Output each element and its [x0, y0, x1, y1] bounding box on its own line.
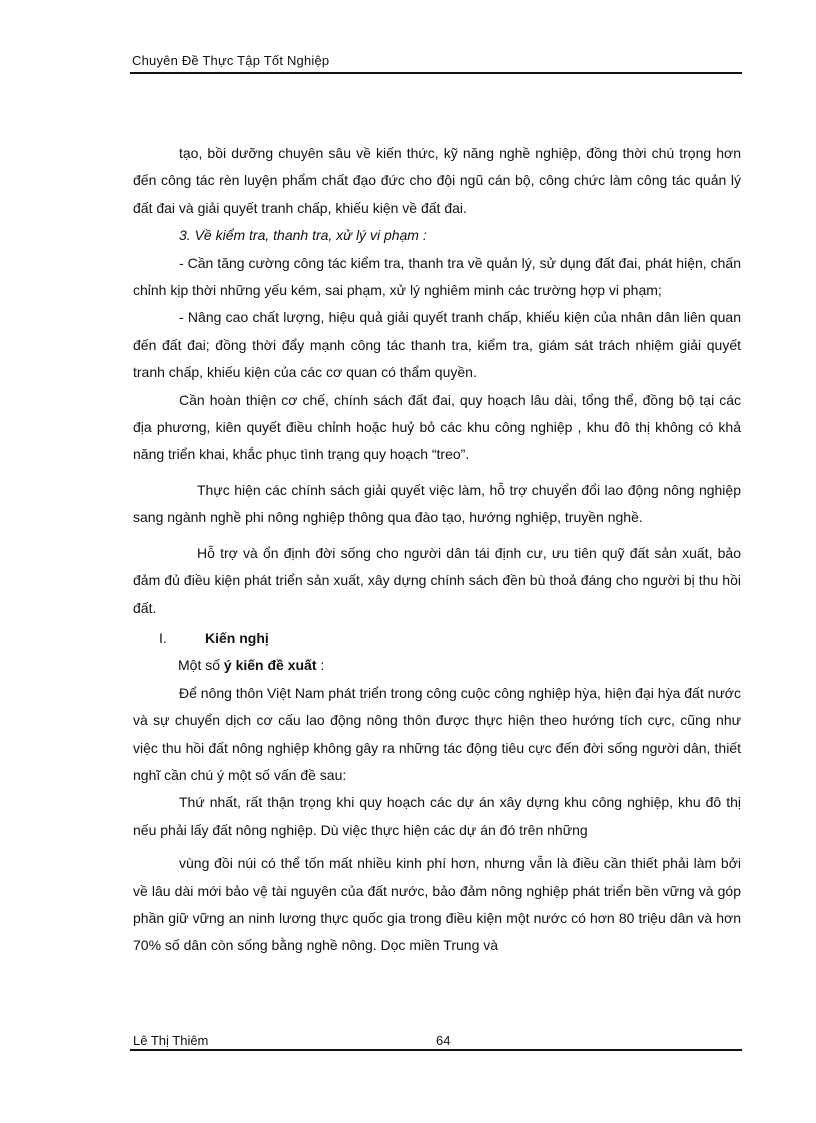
header-title: Chuyên Đề Thực Tập Tốt Nghiệp: [132, 53, 330, 68]
paragraph-inspection: - Cần tăng cường công tác kiểm tra, thanh tra về quản lý, sử dụng đất đai, phát hiện, chấn chỉnh kịp thời những yếu kém, sai phạm, xử lý nghiêm minh các trường hợp vi phạm;: [133, 254, 741, 299]
paragraph-training: tạo, bồi dưỡng chuyên sâu về kiến thức, kỹ năng nghề nghiệp, đồng thời chú trọng hơn đến công tác rèn luyện phẩm chất đạo đức cho đội ngũ cán bộ, công chức làm công tác quản lý đất đai và giải quyết tranh chấp, khiếu kiện về đất đai.: [133, 145, 741, 216]
subheading-bold: ý kiến đề xuất: [223, 657, 317, 674]
paragraph-rural-development: Để nông thôn Việt Nam phát triển trong công cuộc công nghiệp hỳa, hiện đại hỳa đất nước và sự chuyển dịch cơ cấu lao động nông thôn được thực hiện theo hướng tích cực, cũng như việc thu hồi đất nông nghiệp không gây ra những tác động tiêu cực đến đời sống người dân, thiết nghĩ cần chú ý một số vấn đề sau:: [133, 684, 741, 783]
section-heading: [133, 625, 741, 652]
document-body: [133, 140, 741, 960]
section-title: Kiến nghị: [205, 629, 269, 646]
paragraph-resettlement: Hỗ trợ và ổn định đời sống cho người dân tái định cư, ưu tiên quỹ đất sản xuất, bảo đảm đủ điều kiện phát triển sản xuất, xây dựng chính sách đền bù thoả đáng cho người bị thu hồi đất.: [133, 544, 741, 616]
section-number: I.: [159, 629, 167, 646]
footer-author: Lê Thị Thiêm: [133, 1033, 209, 1048]
page-number: 64: [436, 1033, 451, 1048]
paragraph-dispute-resolution: - Nâng cao chất lượng, hiệu quả giải quyết tranh chấp, khiếu kiện của nhân dân liên quan đến đất đai; đồng thời đẩy mạnh công tác thanh tra, kiểm tra, giám sát trách nhiệm giải quyết tranh chấp, khiếu kiện của các cơ quan có thẩm quyền.: [133, 309, 741, 381]
paragraph-continuation: vùng đồi núi có thể tốn mất nhiều kinh phí hơn, nhưng vẫn là điều cần thiết phải làm bởi về lâu dài mới bảo vệ tài nguyên của đất nước, bảo đảm nông nghiệp phát triển bền vững và góp phần giữ vững an ninh lương thực quốc gia trong điều kiện một nước có hơn 80 triệu dân và hơn 70% số dân còn sống bằng nghề nông. Dọc miền Trung và: [133, 855, 741, 954]
paragraph-first-point: Thứ nhất, rất thận trọng khi quy hoạch các dự án xây dựng khu công nghiệp, khu đô thị nếu phải lấy đất nông nghiệp. Dù việc thực hiện các dự án đó trên những: [133, 794, 741, 838]
paragraph-employment: Thực hiện các chính sách giải quyết việc làm, hỗ trợ chuyển đổi lao động nông nghiệp sang ngành nghề phi nông nghiệp thông qua đào tạo, hướng nghiệp, truyền nghề.: [133, 481, 741, 526]
footer-divider: [130, 1049, 742, 1051]
paragraph-land-policy: Cần hoàn thiện cơ chế, chính sách đất đai, quy hoạch lâu dài, tổng thể, đồng bộ tại các địa phương, kiên quyết điều chỉnh hoặc huỷ bỏ các khu công nghiệp , khu đô thị không có khả năng triển khai, khắc phục tình trạng quy hoạch “treo”.: [133, 391, 741, 463]
subsection-heading-inspection: 3. Về kiểm tra, thanh tra, xử lý vi phạm :: [179, 227, 427, 244]
header-divider: [130, 72, 742, 74]
subheading-suffix: :: [316, 657, 325, 674]
subheading-prefix: Một số: [178, 657, 224, 674]
subheading-proposals: [133, 652, 741, 679]
